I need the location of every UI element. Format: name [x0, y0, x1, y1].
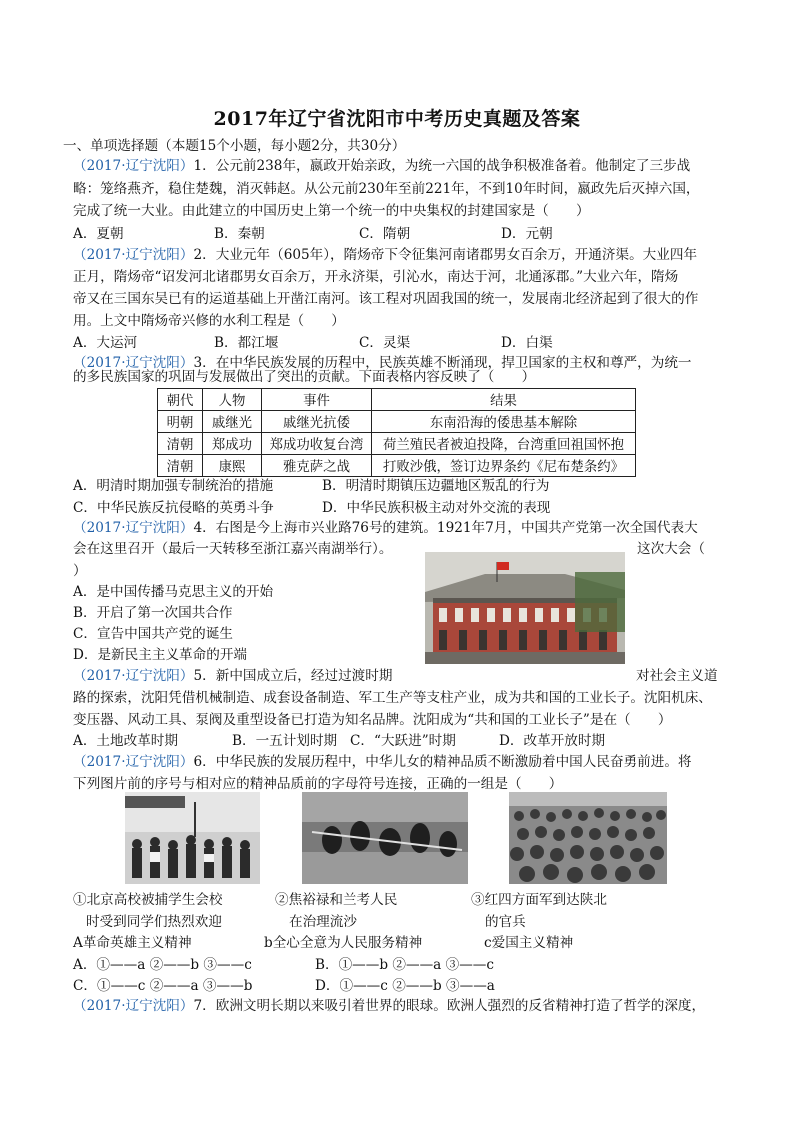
q1-line1 — [73, 156, 690, 176]
q3-option-c: C．中华民族反抗侵略的英勇斗争 — [73, 500, 274, 516]
table-cell: 郑成功 — [203, 433, 262, 455]
photo3-caption-line1: ③红四方面军到达陕北 — [471, 892, 607, 908]
q3-option-b: B．明清时期镇压边疆地区叛乱的行为 — [322, 478, 550, 494]
photo3-caption-line2: 的官兵 — [485, 914, 526, 930]
shanghai-building-photo — [425, 552, 625, 664]
q5-option-b: B．一五计划时期 — [232, 733, 338, 749]
q5-text: 5．新中国成立后，经过过渡时期 — [193, 668, 393, 684]
table-row — [158, 433, 636, 455]
q5-line3: 变压器、风动工具、泵阀及重型设备已打造为知名品牌。沈阳成为“共和国的工业长子”是在（ ） — [73, 712, 672, 728]
q7-source: （2017·辽宁沈阳） — [73, 998, 194, 1014]
q3-option-d: D．中华民族积极主动对外交流的表现 — [322, 500, 551, 516]
table-cell: 打败沙俄，签订边界条约《尼布楚条约》 — [372, 455, 636, 477]
spirit-c: c爱国主义精神 — [484, 935, 574, 951]
q4-option-d: D．是新民主主义革命的开端 — [73, 647, 248, 663]
q2-option-b: B．都江堰 — [214, 335, 279, 351]
q1-option-c: C．隋朝 — [359, 226, 411, 242]
q2-text: 2．大业元年（605年），隋炀帝下令征集河南诸郡男女百余万，开通济渠。大业四年 — [193, 247, 698, 263]
table-cell: 明朝 — [158, 411, 203, 433]
q5-line1b: 对社会主义道 — [636, 668, 718, 684]
q4-option-c: C．宣告中国共产党的诞生 — [73, 626, 233, 642]
table-cell: 东南沿海的倭患基本解除 — [372, 411, 636, 433]
photo1-caption-line1: ①北京高校被捕学生会校 — [73, 892, 223, 908]
q3-line2: 的多民族国家的巩固与发展做出了突出的贡献。下面表格内容反映了（ ） — [73, 369, 536, 385]
q4-line3: ） — [73, 563, 87, 579]
q2-option-a: A．大运河 — [73, 335, 138, 351]
table-header-row — [158, 389, 636, 411]
q6-option-d: D．①——c ②——b ③——a — [315, 978, 495, 994]
q4-option-b: B．开启了第一次国共合作 — [73, 605, 233, 621]
q1-line2: 略：笼络燕齐，稳住楚魏，消灭韩赵。从公元前230年至前221年，不到10年时间，嬴政先后灭掉六国， — [73, 181, 700, 197]
q5-source: （2017·辽宁沈阳） — [73, 668, 194, 684]
q6-option-c: C．①——c ②——a ③——b — [73, 978, 253, 994]
q6-text: 6．中华民族的发展历程中，中华儿女的精神品质不断激励着中国人民奋勇前进。将 — [193, 754, 692, 770]
q6-option-a: A．①——a ②——b ③——c — [73, 957, 252, 973]
section-heading: 一、单项选择题（本题15个小题，每小题2分，共30分） — [63, 138, 406, 154]
red-army-photo — [509, 792, 667, 884]
q5-option-c: C．“大跃进”时期 — [350, 733, 456, 749]
jiao-yulu-sand-photo — [302, 792, 468, 884]
q4-source: （2017·辽宁沈阳） — [73, 520, 194, 536]
students-welcome-photo — [125, 792, 260, 884]
q5-option-d: D．改革开放时期 — [499, 733, 606, 749]
table-cell: 清朝 — [158, 433, 203, 455]
table-cell: 戚继光 — [203, 411, 262, 433]
spirit-b: b全心全意为人民服务精神 — [264, 935, 423, 951]
q6-source: （2017·辽宁沈阳） — [73, 754, 194, 770]
q2-line1 — [73, 245, 697, 265]
q1-source: （2017·辽宁沈阳） — [73, 158, 194, 174]
q1-option-d: D．元朝 — [501, 226, 553, 242]
table-cell: 戚继光抗倭 — [262, 411, 372, 433]
q1-line3: 完成了统一大业。由此建立的中国历史上第一个统一的中央集权的封建国家是（ ） — [73, 203, 590, 219]
table-cell: 荷兰殖民者被迫投降，台湾重回祖国怀抱 — [372, 433, 636, 455]
q2-option-c: C．灵渠 — [359, 335, 411, 351]
table-header: 事件 — [262, 389, 372, 411]
q4-text: 4．右图是今上海市兴业路76号的建筑。1921年7月，中国共产党第一次全国代表大 — [193, 520, 698, 536]
page-title: 2017年辽宁省沈阳市中考历史真题及答案 — [213, 108, 581, 130]
q4-option-a: A．是中国传播马克思主义的开始 — [73, 584, 274, 600]
q3-source: （2017·辽宁沈阳） — [73, 355, 194, 371]
q2-line4: 用。上文中隋炀帝兴修的水利工程是（ ） — [73, 313, 345, 329]
table-header: 朝代 — [158, 389, 203, 411]
q2-source: （2017·辽宁沈阳） — [73, 247, 194, 263]
q2-line3: 帝又在三国东吴已有的运道基础上开凿江南河。该工程对巩固我国的统一，发展南北经济起到了很大的作 — [73, 291, 699, 307]
q6-line2: 下列图片前的序号与相对应的精神品质前的字母符号连接，正确的一组是（ ） — [73, 776, 563, 792]
table-header: 人物 — [203, 389, 262, 411]
table-row — [158, 455, 636, 477]
table-row — [158, 411, 636, 433]
q3-table — [157, 388, 636, 477]
q3-option-a: A．明清时期加强专制统治的措施 — [73, 478, 274, 494]
q6-option-b: B．①——b ②——a ③——c — [315, 957, 494, 973]
q7-text: 7．欧洲文明长期以来吸引着世界的眼球。欧洲人强烈的反省精神打造了哲学的深度， — [193, 998, 706, 1014]
q1-option-a: A．夏朝 — [73, 226, 124, 242]
table-cell: 清朝 — [158, 455, 203, 477]
q1-option-b: B．秦朝 — [214, 226, 265, 242]
q2-line2: 正月，隋炀帝“诏发河北诸郡男女百余万，开永济渠，引沁水，南达于河，北通涿郡。”大业六年，隋炀 — [73, 269, 679, 285]
table-cell: 郑成功收复台湾 — [262, 433, 372, 455]
q7-line1 — [73, 996, 705, 1016]
q5-line1 — [73, 666, 392, 686]
q1-text: 1．公元前238年，嬴政开始亲政，为统一六国的战争积极准备着。他制定了三步战 — [193, 158, 691, 174]
table-header: 结果 — [372, 389, 636, 411]
q5-line2: 路的探索，沈阳凭借机械制造、成套设备制造、军工生产等支柱产业，成为共和国的工业长子。沈阳机床、 — [73, 690, 712, 706]
q4-line2a: 会在这里召开（最后一天转移至浙江嘉兴南湖举行）。 — [73, 541, 393, 557]
table-cell: 康熙 — [203, 455, 262, 477]
q3-text: 3．在中华民族发展的历程中，民族英雄不断涌现，捍卫国家的主权和尊严，为统一 — [193, 355, 692, 371]
q4-line1 — [73, 518, 698, 538]
q5-option-a: A．土地改革时期 — [73, 733, 178, 749]
photo2-caption-line2: 在治理流沙 — [289, 914, 357, 930]
table-cell: 雅克萨之战 — [262, 455, 372, 477]
q4-line2b: 这次大会（ — [637, 541, 705, 557]
spirit-a: A革命英雄主义精神 — [73, 935, 192, 951]
q2-option-d: D．白渠 — [501, 335, 553, 351]
photo1-caption-line2: 时受到同学们热烈欢迎 — [86, 914, 222, 930]
photo2-caption-line1: ②焦裕禄和兰考人民 — [275, 892, 398, 908]
q6-line1 — [73, 752, 692, 772]
